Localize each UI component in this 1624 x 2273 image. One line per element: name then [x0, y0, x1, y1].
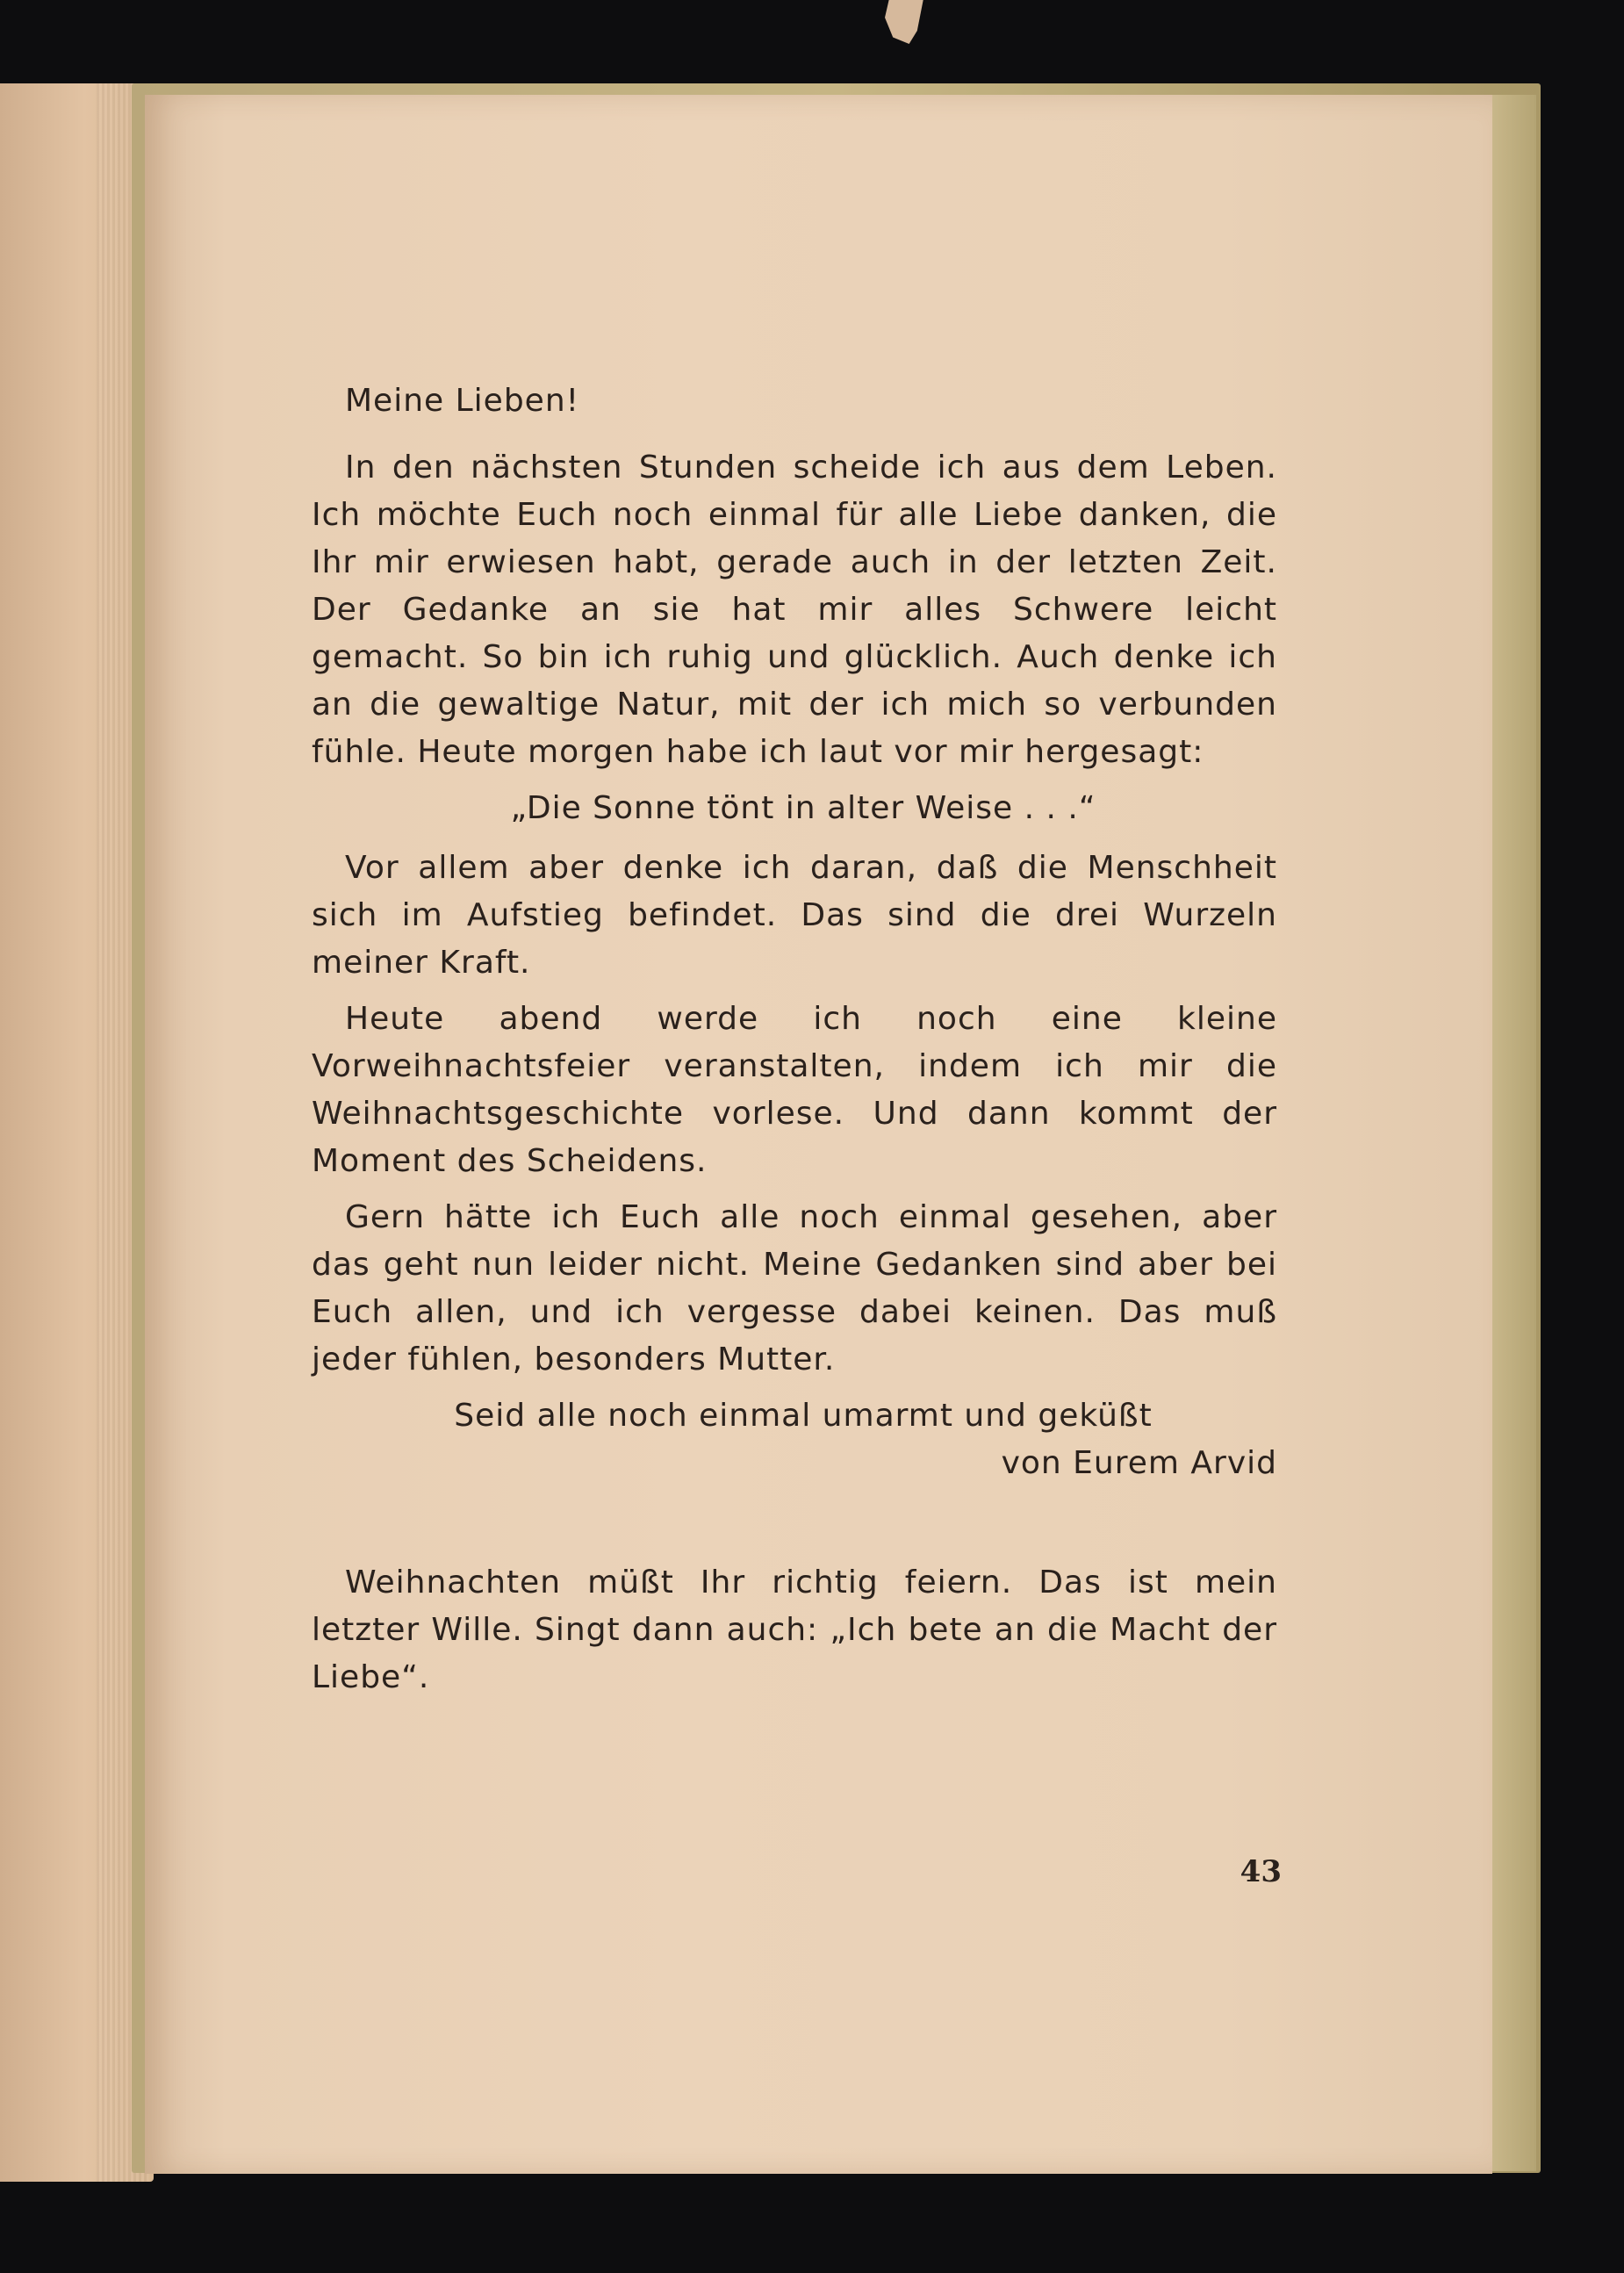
paragraph-3: Heute abend werde ich noch eine kleine Vorweihnachtsfeier veranstalten, indem ich mir die Weihnachtsgeschichte vorlese. Und dann kommt der Moment des Scheidens. — [312, 1001, 1277, 1179]
cover-edge — [1492, 95, 1536, 2171]
quote-line: „Die Sonne tönt in alter Weise . . .“ — [510, 790, 1096, 826]
postscript: Weihnachten müßt Ihr richtig feiern. Das ist mein letzter Wille. Singt dann auch: „Ich bete an die Macht der Liebe“. — [312, 1564, 1277, 1695]
closing-line: Seid alle noch einmal umarmt und geküßt — [454, 1398, 1153, 1434]
salutation: Meine Lieben! — [345, 383, 580, 419]
signature: von Eurem Arvid — [1001, 1445, 1277, 1481]
paragraph-4: Gern hätte ich Euch alle noch einmal gesehen, aber das geht nun leider nicht. Meine Gedanken sind aber bei Euch allen, und ich vergesse dabei keinen. Das muß jeder fühlen, besonders Mutter. — [312, 1199, 1277, 1377]
letter-text — [312, 378, 1277, 1701]
paper-scrap — [885, 0, 925, 44]
paragraph-2: Vor allem aber denke ich daran, daß die Menschheit sich im Aufstieg befindet. Das sind die drei Wurzeln meiner Kraft. — [312, 850, 1277, 981]
paragraph-1: In den nächsten Stunden scheide ich aus dem Leben. Ich möchte Euch noch einmal für alle Liebe danken, die Ihr mir erwiesen habt, gerade auch in der letzten Zeit. Der Gedanke an sie hat mir alles Schwere leicht gemacht. So bin ich ruhig und glücklich. Auch denke ich an die gewaltige Natur, mit der ich mich so verbunden fühle. Heute morgen habe ich laut vor mir hergesagt: — [312, 450, 1277, 770]
page-number: 43 — [1240, 1854, 1282, 1889]
